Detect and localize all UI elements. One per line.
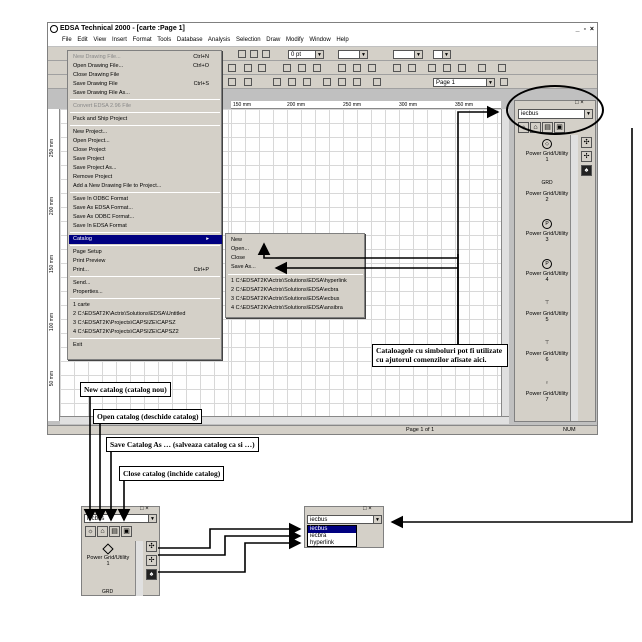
menu-view[interactable]: View xyxy=(93,37,107,43)
callout-main: Cataloagele cu simboluri pot fi utilizate cu ajutorul comenzilor afisate aici. xyxy=(372,344,508,367)
file-menu-item[interactable]: Exit xyxy=(73,342,83,348)
file-menu-item[interactable]: Save In ODBC Format xyxy=(73,196,129,202)
dropdown-select-value: iecbus xyxy=(310,517,328,523)
open-catalog-icon[interactable]: ⌂ xyxy=(97,526,108,537)
callout-open: Open catalog (deschide catalog) xyxy=(93,409,202,424)
catalog-submenu-item[interactable]: Save As... xyxy=(231,264,256,270)
file-menu-item[interactable]: Properties... xyxy=(73,289,103,295)
file-menu-item[interactable]: Close Drawing File xyxy=(73,72,120,78)
menu-shortcut: Ctrl+O xyxy=(192,63,209,69)
leaf-icon[interactable]: ♠ xyxy=(146,569,157,580)
menu-file[interactable]: File xyxy=(62,37,72,43)
save-catalog-icon[interactable]: ▤ xyxy=(542,122,553,133)
status-num: NUM xyxy=(563,427,576,433)
menu-edit[interactable]: Edit xyxy=(77,37,88,43)
file-menu-item[interactable]: Save Drawing File As... xyxy=(73,90,130,96)
file-menu-item[interactable]: Save As EDSA Format... xyxy=(73,205,133,211)
chevron-down-icon: ▼ xyxy=(373,516,381,523)
dropdown-option[interactable]: iecbra xyxy=(310,533,327,539)
symbol-label: Power Grid/Utility 6 xyxy=(525,351,569,363)
catalog-submenu-item[interactable]: 4 C:\EDSAT2K\Actrix\Solutions\EDSA\ansibra xyxy=(231,305,343,311)
chevron-down-icon: ▼ xyxy=(442,51,450,58)
window-title: EDSA Technical 2000 - [carte :Page 1] xyxy=(60,25,185,32)
close-catalog-icon[interactable]: ▣ xyxy=(121,526,132,537)
file-menu-item[interactable]: Open Drawing File... xyxy=(73,63,124,69)
file-menu-item[interactable]: Save In EDSA Format xyxy=(73,223,127,229)
ruler-tick: 150 mm xyxy=(49,255,55,274)
chevron-down-icon: ▼ xyxy=(584,110,592,118)
callout-save: Save Catalog As … (salveaza catalog ca si …) xyxy=(106,437,259,452)
file-menu-item[interactable]: 2 C:\EDSAT2K\Actrix\Solutions\EDSA\Untitled xyxy=(73,311,186,317)
arrow-to-save xyxy=(276,254,458,268)
callout-close: Close catalog (inchide catalog) xyxy=(119,466,224,481)
menu-analysis[interactable]: Analysis xyxy=(207,37,231,43)
menu-format[interactable]: Format xyxy=(132,37,152,43)
close-catalog-icon[interactable]: ▣ xyxy=(554,122,565,133)
symbol-icon: P xyxy=(542,259,552,269)
catalog-submenu-item[interactable]: New xyxy=(231,237,243,243)
menu-tools[interactable]: Tools xyxy=(157,37,172,43)
window-controls[interactable]: _ ▫ × xyxy=(575,26,595,33)
new-catalog-icon[interactable]: ☼ xyxy=(85,526,96,537)
catalog-submenu-item[interactable]: 1 C:\EDSAT2K\Actrix\Solutions\EDSA\hyperlink xyxy=(231,278,347,284)
menu-shortcut: Ctrl+S xyxy=(193,81,209,87)
open-catalog-icon[interactable]: ⌂ xyxy=(530,122,541,133)
dropdown-option[interactable]: iecbus xyxy=(308,526,356,533)
file-menu-item[interactable]: Send... xyxy=(73,280,91,286)
arrow-to-panel xyxy=(458,112,498,344)
pin-icon[interactable]: ✣ xyxy=(581,137,592,148)
ruler-tick: 250 mm xyxy=(49,139,55,158)
font-size-value: 0 pt xyxy=(291,52,302,58)
menu-window[interactable]: Window xyxy=(309,37,331,43)
file-menu-item[interactable]: Page Setup xyxy=(73,249,102,255)
file-menu-item[interactable]: Save Project As... xyxy=(73,165,117,171)
menu-shortcut: Ctrl+P xyxy=(193,267,209,273)
file-menu-item[interactable]: Close Project xyxy=(73,147,106,153)
menu-draw[interactable]: Draw xyxy=(266,37,281,43)
file-menu-item[interactable]: New Project... xyxy=(73,129,108,135)
chevron-down-icon: ▼ xyxy=(315,51,323,58)
symbol-label: Power Grid/Utility 1 xyxy=(86,555,130,567)
arrow-to-dropdown xyxy=(392,128,632,522)
catalog-select-value: iecbus xyxy=(521,111,539,117)
catalog-submenu-item[interactable]: Close xyxy=(231,255,246,261)
arrow-list-1 xyxy=(158,529,300,548)
menu-shortcut: ▸ xyxy=(206,236,209,242)
mini-catalog-select-value: iecbus xyxy=(87,516,105,522)
arrow-list-2 xyxy=(158,536,300,555)
save-catalog-icon[interactable]: ▤ xyxy=(109,526,120,537)
file-menu-item[interactable]: Remove Project xyxy=(73,174,113,180)
symbol-icon: P xyxy=(542,219,552,229)
chevron-down-icon: ▼ xyxy=(414,51,422,58)
panel-controls[interactable]: □ × xyxy=(140,506,149,512)
grid-symbol-icon: GRD xyxy=(102,589,114,595)
file-menu-item[interactable]: New Drawing File... xyxy=(73,54,121,60)
ruler-tick: 100 mm xyxy=(49,313,55,332)
symbol-icon: ⊤ xyxy=(544,300,550,306)
symbol-label: Power Grid/Utility 3 xyxy=(525,231,569,243)
ruler-tick: 50 mm xyxy=(49,371,55,387)
file-menu-item[interactable]: Save As ODBC Format... xyxy=(73,214,135,220)
symbol-label: Power Grid/Utility 5 xyxy=(525,311,569,323)
menu-database[interactable]: Database xyxy=(176,37,203,43)
symbol-label: Power Grid/Utility 4 xyxy=(525,271,569,283)
symbol-icon: ⊤ xyxy=(544,340,550,346)
move-tool-icon[interactable]: ✢ xyxy=(581,151,592,162)
move-tool-icon[interactable]: ✢ xyxy=(146,555,157,566)
symbol-label: Power Grid/Utility 2 xyxy=(525,191,569,203)
symbol-icon: GRD xyxy=(541,180,553,186)
file-menu-item[interactable]: 4 C:\EDSAT2K\Projects\CAPSIZE\CAPSZ2 xyxy=(73,329,179,335)
menu-help[interactable]: Help xyxy=(336,37,349,43)
pin-icon[interactable]: ✣ xyxy=(146,541,157,552)
symbol-label: Power Grid/Utility 7 xyxy=(525,391,569,403)
ruler-tick: 200 mm xyxy=(49,197,55,216)
callout-new: New catalog (catalog nou) xyxy=(80,382,171,397)
file-menu-item[interactable]: Save Drawing File xyxy=(73,81,118,87)
menu-shortcut: Ctrl+N xyxy=(193,54,209,60)
menu-selection[interactable]: Selection xyxy=(235,37,261,43)
new-catalog-icon[interactable]: ☼ xyxy=(518,122,529,133)
arrow-to-new xyxy=(264,244,458,344)
ruler-tick: 150 mm xyxy=(233,102,252,108)
catalog-submenu-item[interactable]: 3 C:\EDSAT2K\Actrix\Solutions\EDSA\ecbus xyxy=(231,296,340,302)
catalog-submenu-item[interactable]: 2 C:\EDSAT2K\Actrix\Solutions\EDSA\ecbra xyxy=(231,287,339,293)
menu-insert[interactable]: Insert xyxy=(111,37,127,43)
symbol-label: Power Grid/Utility 1 xyxy=(525,151,569,163)
symbol-icon: ◇ xyxy=(542,139,552,149)
chevron-down-icon: ▼ xyxy=(359,51,367,58)
ruler-tick: 200 mm xyxy=(287,102,306,108)
file-menu-item[interactable]: Save Project xyxy=(73,156,105,162)
file-menu-item[interactable]: Print... xyxy=(73,267,89,273)
file-menu-item[interactable]: 3 C:\EDSAT2K\Projects\CAPSIZE\CAPSZ xyxy=(73,320,176,326)
file-menu-item[interactable]: Catalog xyxy=(73,236,92,242)
chevron-down-icon: ▼ xyxy=(486,79,494,86)
file-menu-item[interactable]: Open Project... xyxy=(73,138,110,144)
leaf-icon[interactable]: ♠ xyxy=(581,165,592,176)
menu-modify[interactable]: Modify xyxy=(285,37,304,43)
catalog-submenu-item[interactable]: Open... xyxy=(231,246,250,252)
panel-controls[interactable]: □ × xyxy=(363,506,372,512)
ruler-tick: 350 mm xyxy=(455,102,474,108)
page-select-value: Page 1 xyxy=(436,80,456,86)
symbol-icon: ♀ xyxy=(545,380,549,386)
ruler-tick: 300 mm xyxy=(399,102,418,108)
file-menu-item[interactable]: Pack and Ship Project xyxy=(73,116,128,122)
file-menu-item[interactable]: 1 carte xyxy=(73,302,90,308)
file-menu-item[interactable]: Convert EDSA 2.96 File xyxy=(73,103,132,109)
file-menu-item[interactable]: Print Preview xyxy=(73,258,106,264)
chevron-down-icon: ▼ xyxy=(148,515,156,522)
ruler-tick: 250 mm xyxy=(343,102,362,108)
dropdown-option[interactable]: hyperlink xyxy=(310,540,335,546)
status-page: Page 1 of 1 xyxy=(406,427,435,433)
file-menu-item[interactable]: Add a New Drawing File to Project... xyxy=(73,183,162,189)
panel-controls[interactable]: □ × xyxy=(575,100,584,106)
